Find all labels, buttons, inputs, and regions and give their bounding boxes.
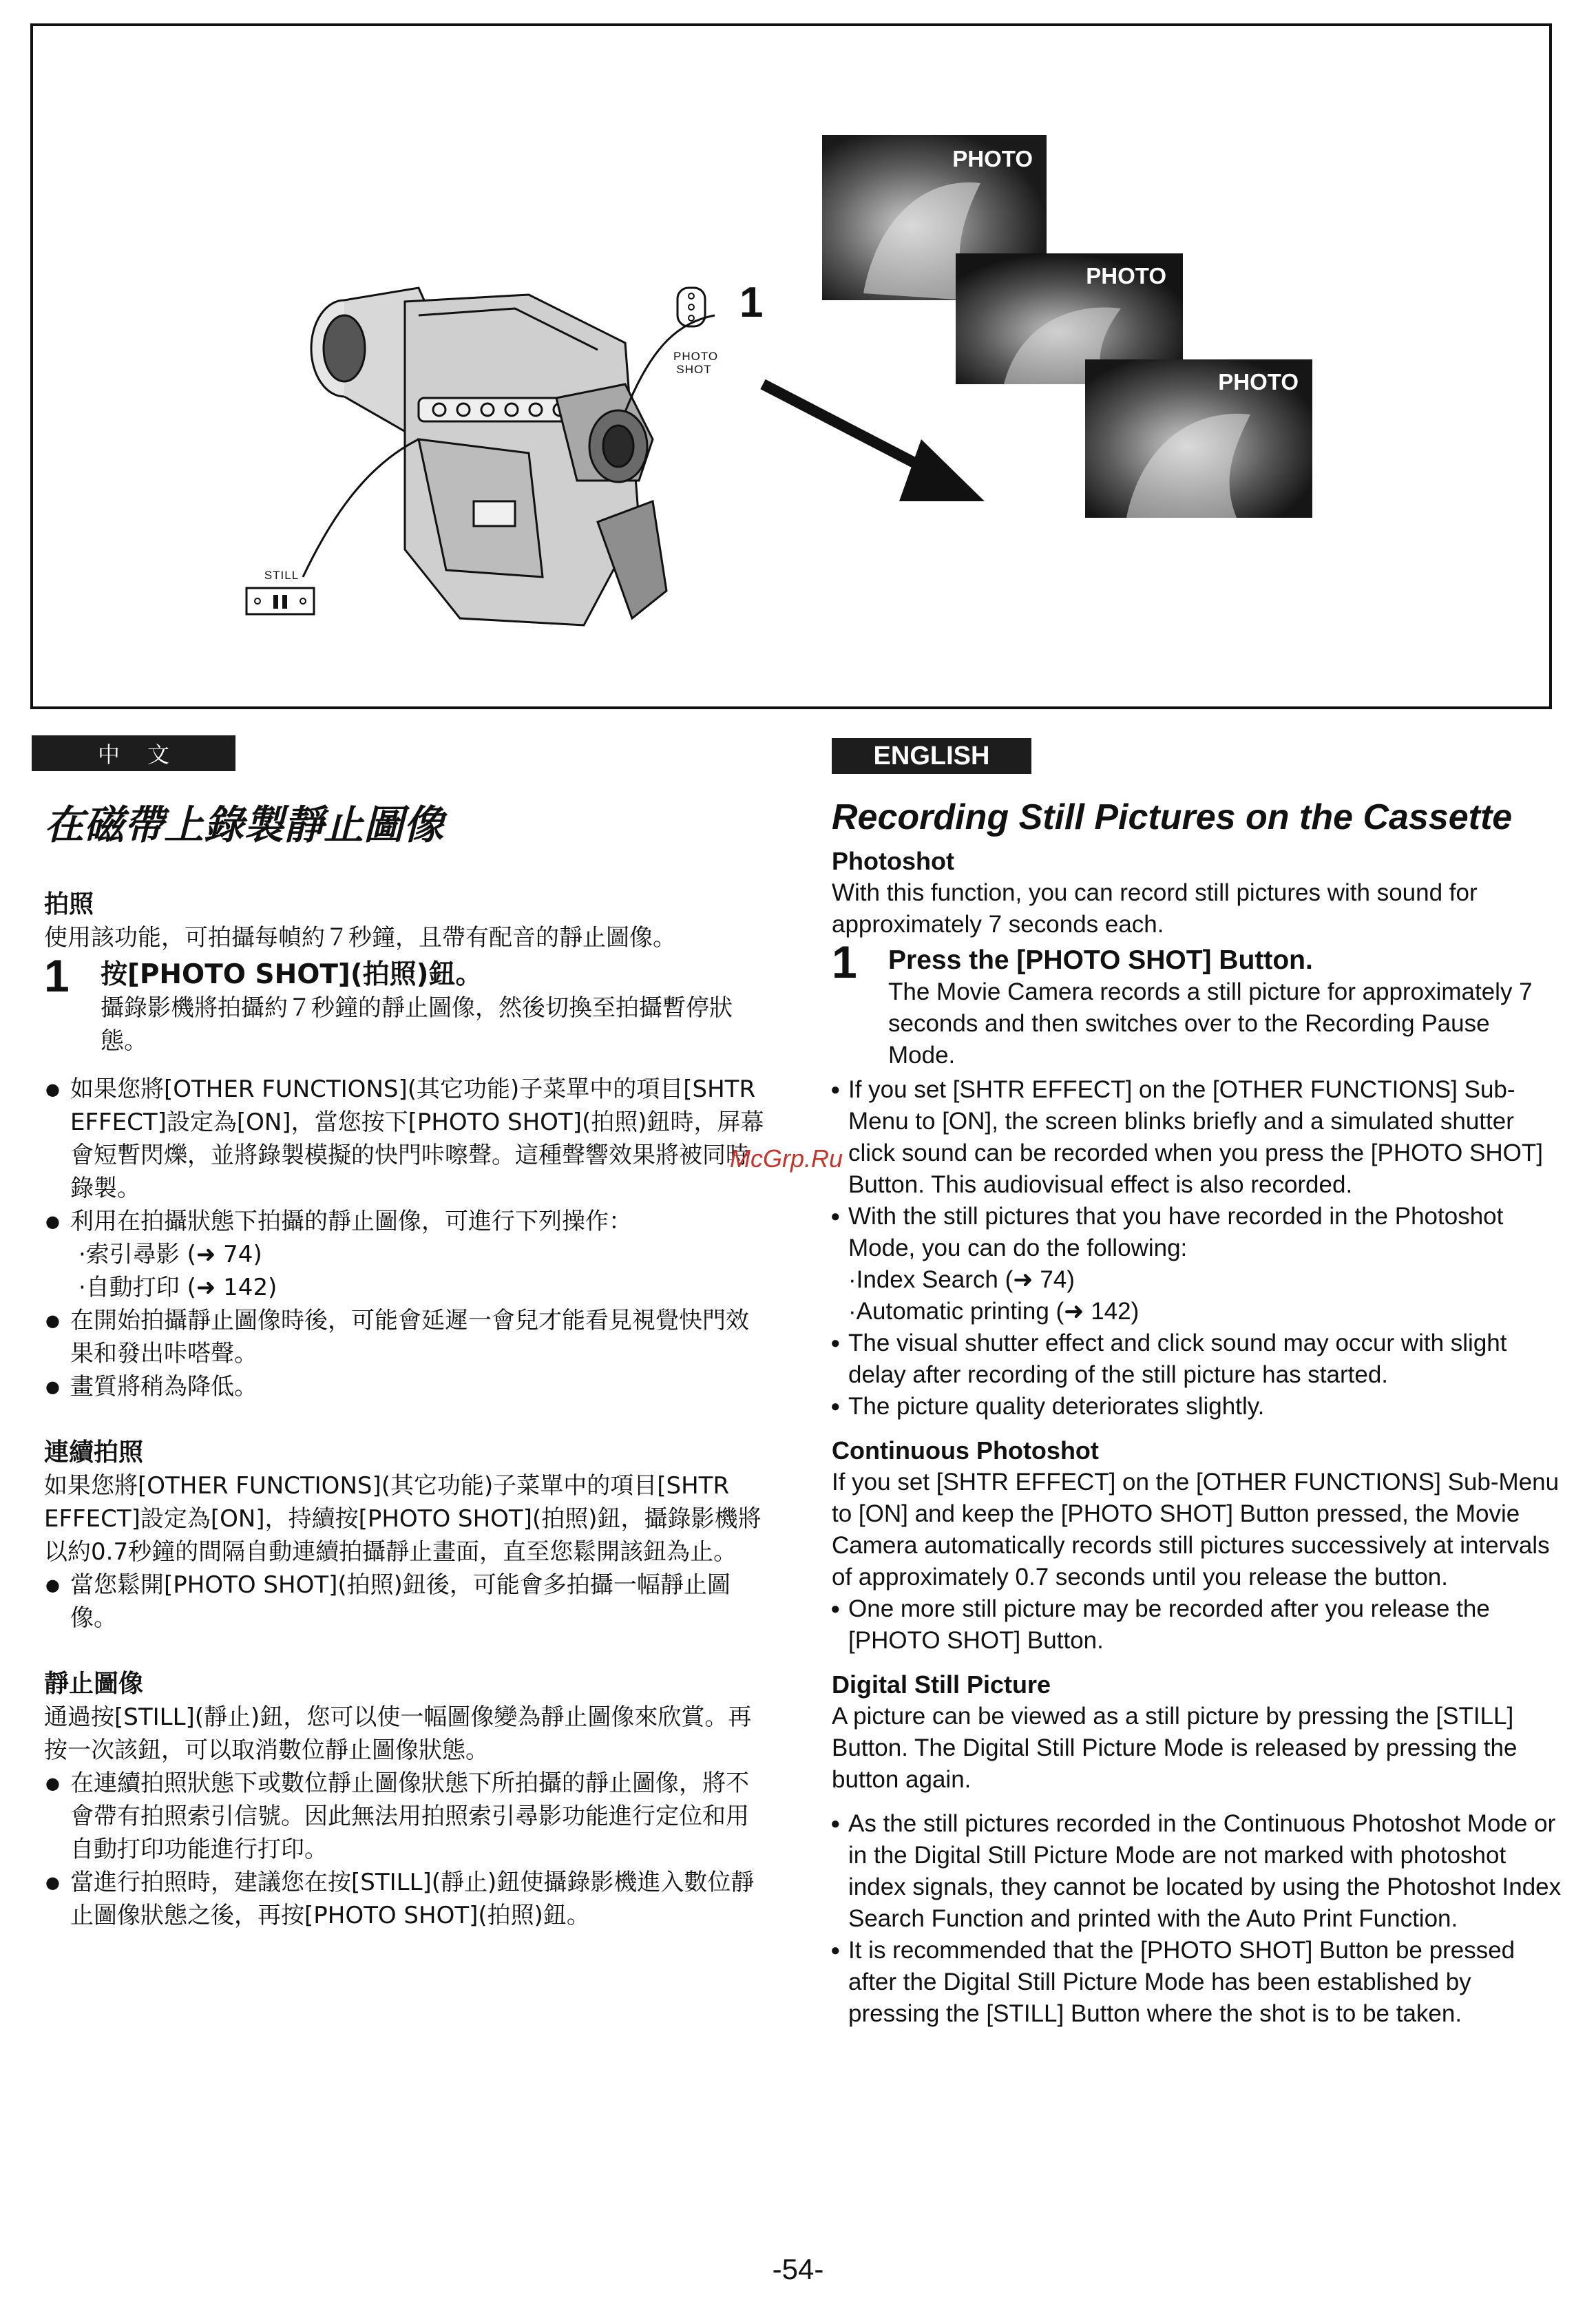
continuous-heading-zh: 連續拍照 bbox=[44, 1438, 144, 1467]
english-column bbox=[832, 795, 1562, 2030]
bullet-item: ● 在連續拍照狀態下或數位靜止圖像狀態下所拍攝的靜止圖像，將不會帶有拍照索引信號。因此無法用拍照索引尋影功能進行定位和用自動打印功能進行打印。 bbox=[44, 1767, 767, 1866]
bullet-item: ● One more still picture may be recorded after you release the [PHOTO SHOT] Button. bbox=[832, 1593, 1562, 1657]
step-title-en: Press the [PHOTO SHOT] Button. bbox=[888, 945, 1313, 975]
page-title-zh: 在磁帶上錄製靜止圖像 bbox=[44, 801, 444, 848]
sub-item: ·自動打印 (➜ 142) bbox=[78, 1274, 277, 1301]
bullet-item: ● 如果您將[OTHER FUNCTIONS](其它功能)子菜單中的項目[SHTR EFFECT]設定為[ON]，當您按下[PHOTO SHOT](拍照)鈕時，屏幕會短暫閃爍，並將錄製模擬的快門咔嚓聲。這種聲響效果將被同時錄製。 bbox=[44, 1073, 767, 1205]
still-heading-en: Digital Still Picture bbox=[832, 1670, 1051, 1699]
sub-item: ·Automatic printing (➜ 142) bbox=[848, 1298, 1140, 1325]
photoshot-heading-en: Photoshot bbox=[832, 847, 954, 875]
bullet-item: ● It is recommended that the [PHOTO SHOT] Button be pressed after the Digital Still Picture Mode has been established by pressing the [STILL] Button where the shot is to be taken. bbox=[832, 1935, 1562, 2030]
bullet-item: ● 當進行拍照時，建議您在按[STILL](靜止)鈕使攝錄影機進入數位靜止圖像狀態之後，再按[PHOTO SHOT](拍照)鈕。 bbox=[44, 1866, 767, 1932]
step-title-zh: 按[PHOTO SHOT](拍照)鈕。 bbox=[101, 959, 483, 990]
still-heading-zh: 靜止圖像 bbox=[44, 1670, 144, 1698]
photo-shot-label: PHOTO SHOT bbox=[673, 350, 719, 376]
continuous-body-zh: 如果您將[OTHER FUNCTIONS](其它功能)子菜單中的項目[SHTR EFFECT]設定為[ON]，持續按[PHOTO SHOT](拍照)鈕，攝錄影機將以約0.7秒鐘的間隔自動連續拍攝靜止畫面，直至您鬆開該鈕為止。 bbox=[44, 1472, 762, 1566]
photo-frame-3 bbox=[1085, 359, 1312, 518]
step-1-zh bbox=[44, 950, 767, 1058]
step-number: 1 bbox=[44, 950, 70, 1001]
watermark: McGrp.Ru bbox=[730, 1144, 843, 1173]
photo-frame-2-label: PHOTO bbox=[1086, 263, 1166, 288]
photo-frame-3-label: PHOTO bbox=[1218, 369, 1299, 395]
page-number: -54- bbox=[772, 2253, 824, 2285]
step-body-zh: 攝錄影機將拍攝約７秒鐘的靜止圖像，然後切換至拍攝暫停狀態。 bbox=[101, 994, 733, 1055]
photo-frame-1-label: PHOTO bbox=[952, 146, 1033, 171]
bullet-item: ● With the still pictures that you have recorded in the Photoshot Mode, you can do the following: bbox=[832, 1201, 1562, 1264]
step-number: 1 bbox=[832, 936, 857, 987]
step-body-en: The Movie Camera records a still picture for approximately 7 seconds and then switches over to the Recording Pause Mode. bbox=[888, 978, 1533, 1069]
figure-step-marker: 1 bbox=[739, 279, 764, 326]
bullet-item: ● 在開始拍攝靜止圖像時後，可能會延遲一會兒才能看見視覺快門效果和發出咔嗒聲。 bbox=[44, 1304, 767, 1370]
sub-item: ·Index Search (➜ 74) bbox=[848, 1266, 1075, 1293]
bullet-item: ● 利用在拍攝狀態下拍攝的靜止圖像，可進行下列操作： bbox=[44, 1205, 767, 1238]
camcorder-illustration bbox=[33, 26, 1555, 712]
step-1-en bbox=[832, 936, 1562, 1071]
still-body-en: A picture can be viewed as a still picture by pressing the [STILL] Button. The Digital Still Picture Mode is released by pressing the button again. bbox=[832, 1703, 1518, 1793]
illustration-box bbox=[30, 23, 1552, 709]
continuous-body-en: If you set [SHTR EFFECT] on the [OTHER FUNCTIONS] Sub-Menu to [ON] and keep the [PHOTO SHOT] Button pressed, the Movie Camera automatically records still pictures successively at intervals of approximately 0.7 seconds until you release the button. bbox=[832, 1469, 1560, 1591]
still-label: STILL bbox=[264, 569, 300, 582]
section-bar-chinese: 中文 bbox=[32, 735, 235, 771]
photoshot-heading-zh: 拍照 bbox=[44, 890, 94, 919]
bullet-item: ● The visual shutter effect and click sound may occur with slight delay after recording of the still picture has started. bbox=[832, 1328, 1562, 1391]
photoshot-intro-en: With this function, you can record still pictures with sound for approximately 7 seconds each. bbox=[832, 879, 1478, 938]
bullet-item: ● If you set [SHTR EFFECT] on the [OTHER FUNCTIONS] Sub-Menu to [ON], the screen blinks briefly and a simulated shutter click sound can be recorded when you press the [PHOTO SHOT] Button. This audiovisual effect is also recorded. bbox=[832, 1074, 1562, 1201]
continuous-heading-en: Continuous Photoshot bbox=[832, 1436, 1099, 1465]
photoshot-intro-zh: 使用該功能，可拍攝每幀約７秒鐘，且帶有配音的靜止圖像。 bbox=[44, 924, 676, 952]
section-bar-english: ENGLISH bbox=[832, 738, 1031, 774]
chinese-column bbox=[44, 799, 767, 1932]
sub-item: ·索引尋影 (➜ 74) bbox=[78, 1241, 262, 1268]
page-title-en: Recording Still Pictures on the Cassette bbox=[832, 797, 1513, 837]
bullet-item: ● 當您鬆開[PHOTO SHOT](拍照)鈕後，可能會多拍攝一幅靜止圖像。 bbox=[44, 1568, 767, 1635]
bullet-item: ● 畫質將稍為降低。 bbox=[44, 1370, 767, 1403]
bullet-item: ● As the still pictures recorded in the Continuous Photoshot Mode or in the Digital Still Picture Mode are not marked with photoshot index signals, they cannot be located by using the Photoshot Index Search Function and printed with the Auto Print Function. bbox=[832, 1808, 1562, 1935]
bullet-item: ● The picture quality deteriorates slightly. bbox=[832, 1391, 1562, 1423]
still-body-zh: 通過按[STILL](靜止)鈕，您可以使一幅圖像變為靜止圖像來欣賞。再按一次該鈕，可以取消數位靜止圖像狀態。 bbox=[44, 1703, 752, 1764]
